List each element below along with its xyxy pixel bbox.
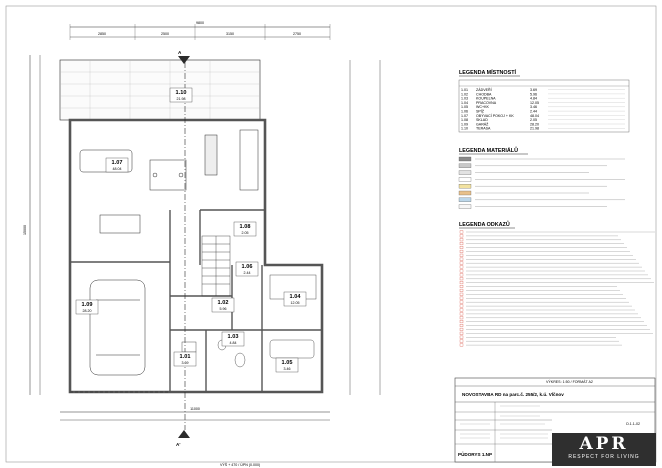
svg-text:48.04: 48.04 [112, 167, 122, 171]
svg-text:28.20: 28.20 [530, 122, 539, 127]
room-tag [276, 358, 298, 372]
svg-text:WC+KK: WC+KK [476, 105, 489, 110]
dim-top-part: 3150 [226, 32, 234, 36]
footer-level-note: VÝŠ + 470 / ÚPN (0.000) [220, 463, 261, 467]
title-number: D.1.1-02 [626, 422, 640, 426]
room-tag [222, 332, 244, 346]
section-label-top: A [178, 50, 182, 55]
svg-text:2.05: 2.05 [530, 118, 537, 123]
svg-text:3.46: 3.46 [283, 367, 291, 371]
svg-text:PRACOVNA: PRACOVNA [476, 100, 497, 105]
svg-text:1.08: 1.08 [461, 118, 468, 123]
svg-text:GARÁŽ: GARÁŽ [476, 122, 489, 127]
title-scale-line: VÝKRES: 1:50 / FORMÁT A2 [546, 380, 593, 384]
svg-text:1.08: 1.08 [239, 224, 251, 230]
dim-left-total: 15000 [23, 225, 27, 235]
title-project: NOVOSTAVBA RD na parc.č. 255/2, k.ú. Vlčnov [462, 392, 564, 397]
svg-text:1.05: 1.05 [461, 105, 468, 110]
room-tag [284, 292, 306, 306]
dim-top-part: 2500 [161, 32, 169, 36]
svg-text:2.05: 2.05 [241, 231, 249, 235]
svg-text:1.02: 1.02 [217, 300, 229, 306]
svg-text:5.96: 5.96 [530, 92, 537, 97]
room-tag [106, 158, 128, 172]
logo-text: APR [579, 434, 629, 454]
svg-text:1.10: 1.10 [461, 126, 468, 131]
svg-text:4.84: 4.84 [229, 341, 237, 345]
legend-materials-title: LEGENDA MATERIÁLŮ [459, 148, 518, 154]
svg-text:3.69: 3.69 [530, 88, 537, 92]
room-tag [76, 300, 98, 314]
room-tag [234, 222, 256, 236]
room-tag [212, 298, 234, 312]
svg-text:KOUPELNA: KOUPELNA [476, 96, 496, 101]
svg-text:1.04: 1.04 [289, 294, 301, 300]
legend-details-title: LEGENDA ODKAZŮ [459, 222, 510, 228]
svg-text:1.10: 1.10 [175, 90, 187, 96]
title-drawing: PŮDORYS 1.NP [458, 452, 493, 457]
svg-text:3.69: 3.69 [181, 361, 189, 365]
company-logo [552, 433, 656, 466]
svg-text:1.07: 1.07 [461, 113, 468, 118]
room-tag [236, 262, 258, 276]
svg-text:SPÍŽ: SPÍŽ [476, 109, 484, 114]
svg-text:12.05: 12.05 [530, 100, 539, 105]
dim-bottom-total: 11000 [190, 407, 200, 411]
svg-text:1.03: 1.03 [461, 96, 468, 101]
svg-text:12.05: 12.05 [290, 301, 300, 305]
svg-text:1.09: 1.09 [81, 302, 93, 308]
svg-text:1.01: 1.01 [179, 354, 191, 360]
svg-text:1.06: 1.06 [241, 264, 253, 270]
legend-rooms-title: LEGENDA MÍSTNOSTÍ [459, 70, 517, 76]
svg-text:4.84: 4.84 [530, 96, 537, 101]
svg-text:1.05: 1.05 [281, 360, 293, 366]
svg-text:OBÝVACÍ POKOJ + KK: OBÝVACÍ POKOJ + KK [476, 113, 514, 118]
svg-text:3.46: 3.46 [530, 105, 537, 110]
svg-text:TERASA: TERASA [476, 126, 491, 131]
svg-text:1.01: 1.01 [461, 88, 468, 92]
svg-text:28.20: 28.20 [82, 309, 92, 313]
svg-text:5.96: 5.96 [219, 307, 227, 311]
svg-text:1.09: 1.09 [461, 122, 468, 127]
svg-text:SKLAD: SKLAD [476, 118, 488, 123]
dim-top-total: 9800 [196, 21, 204, 25]
dim-top-part: 2750 [293, 32, 301, 36]
logo-tagline: RESPECT FOR LIVING [568, 454, 640, 460]
svg-text:21.98: 21.98 [530, 126, 539, 131]
svg-text:CHODBA: CHODBA [476, 92, 492, 97]
svg-text:2.44: 2.44 [530, 109, 537, 114]
dim-top-part: 2850 [98, 32, 106, 36]
room-tag [170, 88, 192, 102]
svg-text:1.04: 1.04 [461, 100, 468, 105]
svg-text:1.03: 1.03 [227, 334, 239, 340]
svg-text:2.44: 2.44 [243, 271, 251, 275]
section-label-bottom: A' [176, 442, 181, 447]
svg-text:48.04: 48.04 [530, 113, 539, 118]
svg-text:1.06: 1.06 [461, 109, 468, 114]
svg-text:1.02: 1.02 [461, 92, 468, 97]
room-tag [174, 352, 196, 366]
svg-text:1.07: 1.07 [111, 160, 123, 166]
svg-text:ZÁDVEŘÍ: ZÁDVEŘÍ [476, 88, 492, 92]
svg-text:21.98: 21.98 [176, 97, 186, 101]
